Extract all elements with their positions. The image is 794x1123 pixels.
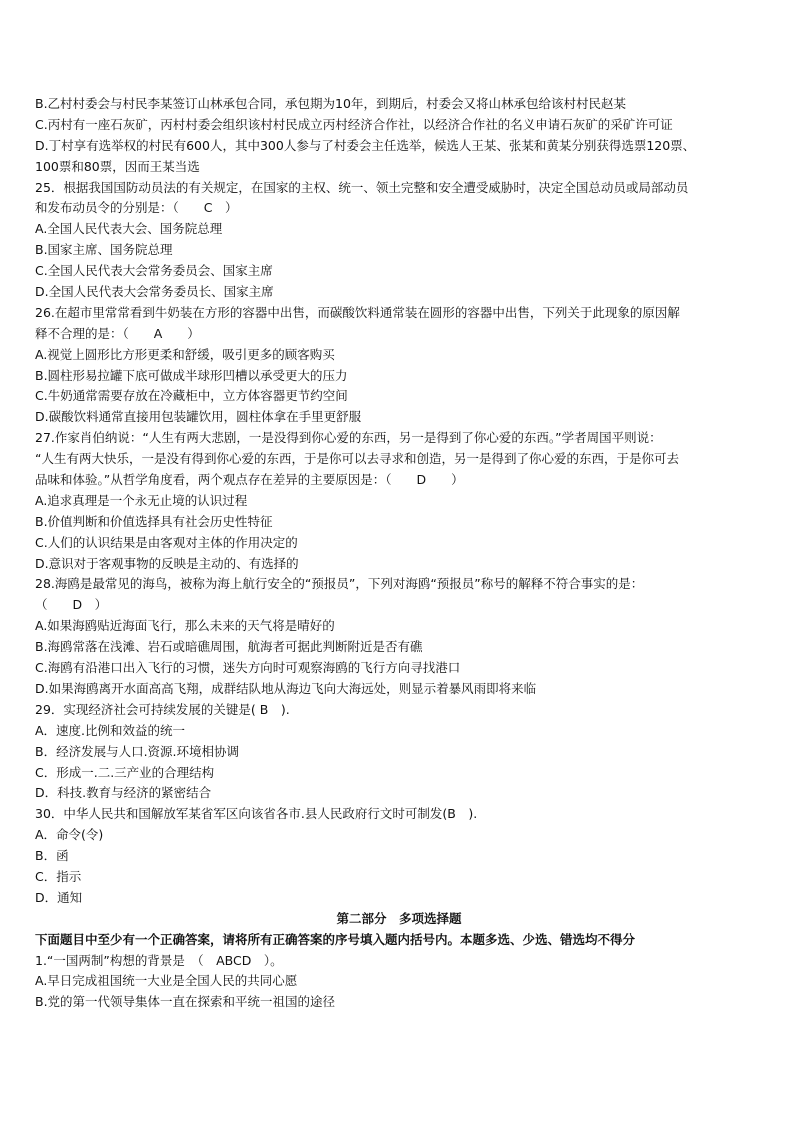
text-line: C.全国人民代表大会常务委员会、国家主席 bbox=[35, 263, 273, 279]
text-line: 26.在超市里常常看到牛奶装在方形的容器中出售，而碳酸饮料通常装在圆形的容器中出售，下列关于此现象的原因解 bbox=[35, 304, 680, 320]
text-line: D.如果海鸥离开水面高高飞翔，成群结队地从海边飞向大海远处，则显示着暴风雨即将来临 bbox=[35, 680, 537, 696]
text-line: 100票和80票，因而王某当选 bbox=[35, 158, 200, 174]
section-title: 第二部分 多项选择题 bbox=[336, 910, 462, 926]
text-line: “人生有两大快乐，一是没有得到你心爱的东西，于是你可以去寻求和创造，另一是得到了你心爱的东西，于是你可去 bbox=[35, 451, 679, 467]
text-line: A.全国人民代表大会、国务院总理 bbox=[35, 221, 223, 237]
question-block-multiple-choice bbox=[35, 951, 763, 1014]
text-line: 29．实现经济社会可持续发展的关键是( B ). bbox=[35, 701, 290, 717]
text-line: 释不合理的是：（ A ） bbox=[35, 325, 200, 341]
text-line: A.如果海鸥贴近海面飞行，那么未来的天气将是晴好的 bbox=[35, 618, 335, 634]
text-line: A．命令(令) bbox=[35, 827, 104, 843]
text-line: B.海鸥常落在浅滩、岩石或暗礁周围，航海者可据此判断附近是否有礁 bbox=[35, 639, 423, 655]
question-block-single-choice bbox=[35, 94, 763, 909]
text-line: D．科技.教育与经济的紧密结合 bbox=[35, 785, 212, 801]
text-line: A.早日完成祖国统一大业是全国人民的共同心愿 bbox=[35, 973, 298, 989]
text-line: B.圆柱形易拉罐下底可做成半球形凹槽以承受更大的压力 bbox=[35, 367, 348, 383]
exam-page bbox=[35, 94, 763, 1013]
text-line: 25．根据我国国防动员法的有关规定，在国家的主权、统一、领土完整和安全遭受威胁时，决定全国总动员或局部动员 bbox=[35, 179, 689, 195]
text-line: 28.海鸥是最常见的海鸟，被称为海上航行安全的“预报员”，下列对海鸥“预报员”称号的解释不符合事实的是： bbox=[35, 576, 644, 592]
text-line: C．指示 bbox=[35, 868, 82, 884]
text-line: C．形成一.二.三产业的合理结构 bbox=[35, 764, 215, 780]
text-line: A.视觉上圆形比方形更柔和舒缓，吸引更多的顾客购买 bbox=[35, 346, 335, 362]
text-line: B.价值判断和价值选择具有社会历史性特征 bbox=[35, 513, 273, 529]
text-line: C.人们的认识结果是由客观对主体的作用决定的 bbox=[35, 534, 298, 550]
text-line: C.牛奶通常需要存放在冷藏柜中，立方体容器更节约空间 bbox=[35, 388, 348, 404]
text-line: B.党的第一代领导集体一直在探索和平统一祖国的途径 bbox=[35, 994, 336, 1010]
text-line: （ D ） bbox=[35, 597, 108, 613]
text-line: C.丙村有一座石灰矿，丙村村委会组织该村村民成立丙村经济合作社，以经济合作社的名义申请石灰矿的采矿许可证 bbox=[35, 116, 673, 132]
text-line: D.丁村享有选举权的村民有600人，其中300人参与了村委会主任选举，候选人王某、张某和黄某分别获得选票120票、 bbox=[35, 137, 696, 153]
section-instruction: 下面题目中至少有一个正确答案，请将所有正确答案的序号填入题内括号内。本题多选、少选、错选均不得分 bbox=[35, 931, 636, 947]
text-line: 30．中华人民共和国解放军某省军区向该省各市.县人民政府行文时可制发(B ). bbox=[35, 806, 478, 822]
text-line: A．速度.比例和效益的统一 bbox=[35, 722, 186, 738]
text-line: D.意识对于客观事物的反映是主动的、有选择的 bbox=[35, 555, 299, 571]
text-line: A.追求真理是一个永无止境的认识过程 bbox=[35, 492, 248, 508]
text-line: D.碳酸饮料通常直接用包装罐饮用，圆柱体拿在手里更舒服 bbox=[35, 409, 362, 425]
text-line: B.国家主席、国务院总理 bbox=[35, 242, 173, 258]
text-line: 和发布动员令的分别是：（ C ） bbox=[35, 200, 238, 216]
text-line: 品味和体验。”从哲学角度看，两个观点存在差异的主要原因是：（ D ） bbox=[35, 472, 464, 488]
text-line: 27.作家肖伯纳说：“人生有两大悲剧，一是没得到你心爱的东西，另一是得到了你心爱的东西。”学者周国平则说： bbox=[35, 430, 662, 446]
text-line: C.海鸥有沿港口出入飞行的习惯，迷失方向时可观察海鸥的飞行方向寻找港口 bbox=[35, 660, 461, 676]
text-line: D.全国人民代表大会常务委员长、国家主席 bbox=[35, 284, 274, 300]
text-line: B．经济发展与人口.资源.环境相协调 bbox=[35, 743, 240, 759]
text-line: B．函 bbox=[35, 848, 69, 864]
text-line: B.乙村村委会与村民李某签订山林承包合同，承包期为10年，到期后，村委会又将山林承包给该村村民赵某 bbox=[35, 96, 626, 111]
text-line: 1.“一国两制”构想的背景是 （ ABCD ）。 bbox=[35, 952, 283, 968]
text-line: D．通知 bbox=[35, 889, 83, 905]
